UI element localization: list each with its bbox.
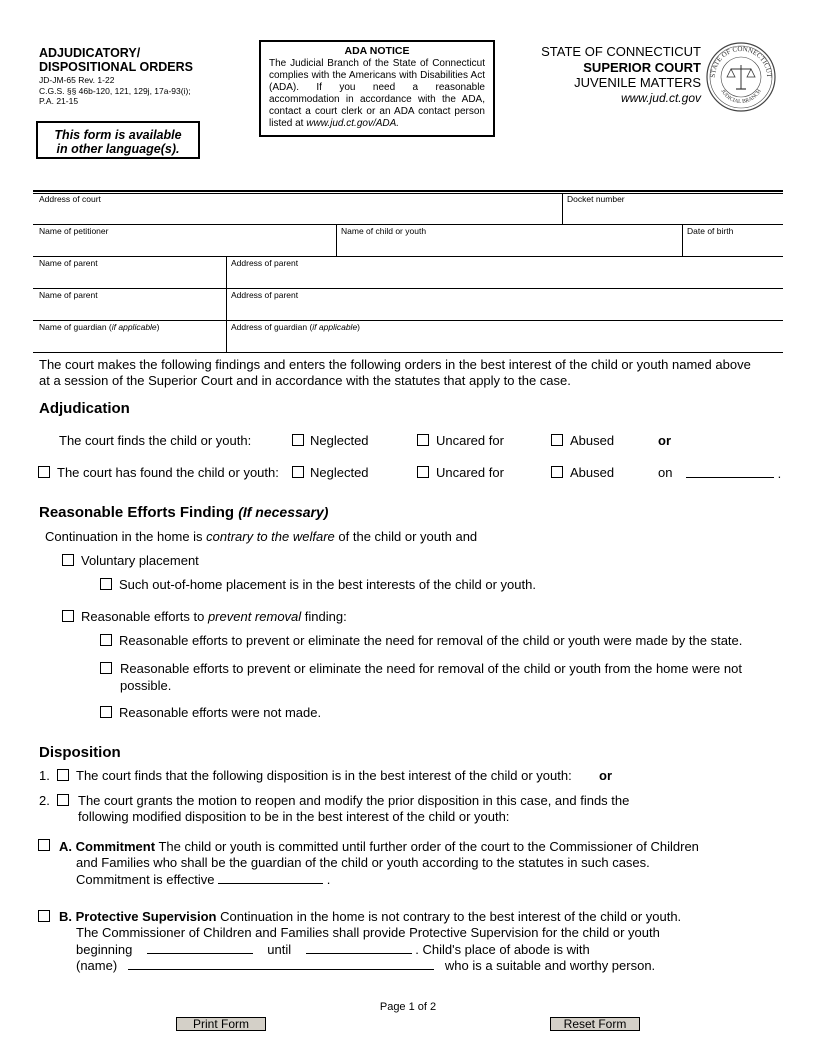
adjudication-row2-label: The court has found the child or youth: bbox=[57, 465, 279, 480]
out-of-home-checkbox[interactable] bbox=[100, 578, 112, 590]
reasonable-efforts-heading: Reasonable Efforts Finding (If necessary) bbox=[39, 504, 329, 521]
parent-1-name-field[interactable]: Name of parent bbox=[39, 258, 98, 268]
form-number: JD-JM-65 Rev. 1-22 bbox=[39, 75, 115, 85]
adjudication-heading: Adjudication bbox=[39, 400, 130, 417]
grid-top-rule-inner bbox=[33, 193, 783, 194]
disposition-2-checkbox[interactable] bbox=[57, 794, 69, 806]
court-name: SUPERIOR COURT bbox=[583, 59, 701, 75]
address-of-court-field[interactable]: Address of court bbox=[39, 194, 101, 204]
state-name: STATE OF CONNECTICUT bbox=[541, 44, 701, 59]
svg-text:JUDICIAL BRANCH: JUDICIAL BRANCH bbox=[719, 88, 763, 106]
petitioner-name-field[interactable]: Name of petitioner bbox=[39, 226, 109, 236]
public-act: P.A. 21-15 bbox=[39, 96, 79, 106]
row2-checkbox[interactable] bbox=[38, 466, 50, 478]
date-of-birth-field[interactable]: Date of birth bbox=[687, 226, 734, 236]
print-form-button[interactable]: Print Form bbox=[176, 1017, 266, 1031]
prevent-removal-label: Reasonable efforts to prevent removal finding: bbox=[81, 609, 347, 624]
intro-line2: at a session of the Superior Court and in accordance with the statutes that apply to the case. bbox=[39, 373, 571, 388]
intro-line1: The court makes the following findings and enters the following orders in the best interest of the child or youth named above bbox=[39, 357, 751, 372]
voluntary-placement-checkbox[interactable] bbox=[62, 554, 74, 566]
disposition-1-checkbox[interactable] bbox=[57, 769, 69, 781]
court-division: JUVENILE MATTERS bbox=[574, 75, 701, 90]
commitment-checkbox[interactable] bbox=[38, 839, 50, 851]
commitment-date-field[interactable] bbox=[218, 871, 323, 884]
row1-neglected-checkbox[interactable] bbox=[292, 434, 304, 446]
statutes: C.G.S. §§ 46b-120, 121, 129j, 17a-93(i); bbox=[39, 85, 191, 96]
row2-abused-checkbox[interactable] bbox=[551, 466, 563, 478]
grid-top-rule bbox=[33, 190, 783, 192]
guardian-address-field[interactable]: Address of guardian (if applicable) bbox=[231, 322, 361, 332]
efforts-not-made-checkbox[interactable] bbox=[100, 706, 112, 718]
guardian-name-field[interactable]: Name of guardian (if applicable) bbox=[39, 322, 160, 332]
efforts-made-checkbox[interactable] bbox=[100, 634, 112, 646]
parent-1-address-field[interactable]: Address of parent bbox=[231, 258, 299, 268]
form-title-line2: DISPOSITIONAL ORDERS bbox=[39, 60, 193, 74]
form-title bbox=[39, 46, 193, 74]
row1-uncared-checkbox[interactable] bbox=[417, 434, 429, 446]
ada-title: ADA NOTICE bbox=[344, 45, 410, 57]
ada-link[interactable]: www.jud.ct.gov/ADA. bbox=[306, 118, 400, 129]
ada-notice bbox=[259, 40, 495, 137]
judicial-seal-icon bbox=[705, 41, 777, 113]
adjudication-or: or bbox=[658, 433, 671, 448]
reasonable-intro: Continuation in the home is contrary to the welfare of the child or youth and bbox=[45, 529, 478, 544]
abode-name-field[interactable] bbox=[128, 957, 434, 970]
ada-body: The Judicial Branch of the State of Connecticut complies with the Americans with Disabilities Act (ADA). If you need a reasonable accommodation in accordance with the ADA, contact a court clerk or an ADA contact person listed at www.jud.ct.gov/ADA. bbox=[269, 58, 485, 129]
row1-abused-checkbox[interactable] bbox=[551, 434, 563, 446]
commitment-label: A. Commitment bbox=[59, 839, 156, 854]
svg-text:STATE OF CONNECTICUT: STATE OF CONNECTICUT bbox=[708, 44, 774, 78]
docket-number-field[interactable]: Docket number bbox=[567, 194, 625, 204]
child-name-field[interactable]: Name of child or youth bbox=[341, 226, 427, 236]
supervision-begin-field[interactable] bbox=[147, 941, 253, 954]
form-meta bbox=[39, 75, 191, 107]
page-number: Page 1 of 2 bbox=[379, 1001, 437, 1013]
court-info bbox=[541, 44, 701, 106]
prevent-removal-checkbox[interactable] bbox=[62, 610, 74, 622]
parent-2-name-field[interactable]: Name of parent bbox=[39, 290, 98, 300]
reset-form-button[interactable]: Reset Form bbox=[550, 1017, 640, 1031]
language-notice: This form is available in other language(s). bbox=[36, 121, 200, 159]
form-title-line1: ADJUDICATORY/ bbox=[39, 46, 141, 60]
adjudication-row1-label: The court finds the child or youth: bbox=[59, 433, 252, 448]
row2-uncared-checkbox[interactable] bbox=[417, 466, 429, 478]
row2-neglected-checkbox[interactable] bbox=[292, 466, 304, 478]
supervision-until-field[interactable] bbox=[306, 941, 412, 954]
parent-2-address-field[interactable]: Address of parent bbox=[231, 290, 299, 300]
court-website: www.jud.ct.gov bbox=[620, 90, 701, 105]
adjudication-date-field[interactable]: . bbox=[686, 465, 781, 482]
efforts-not-possible-checkbox[interactable] bbox=[100, 662, 112, 674]
disposition-heading: Disposition bbox=[39, 744, 121, 761]
protective-supervision-checkbox[interactable] bbox=[38, 910, 50, 922]
protective-supervision-label: B. Protective Supervision bbox=[59, 909, 217, 924]
